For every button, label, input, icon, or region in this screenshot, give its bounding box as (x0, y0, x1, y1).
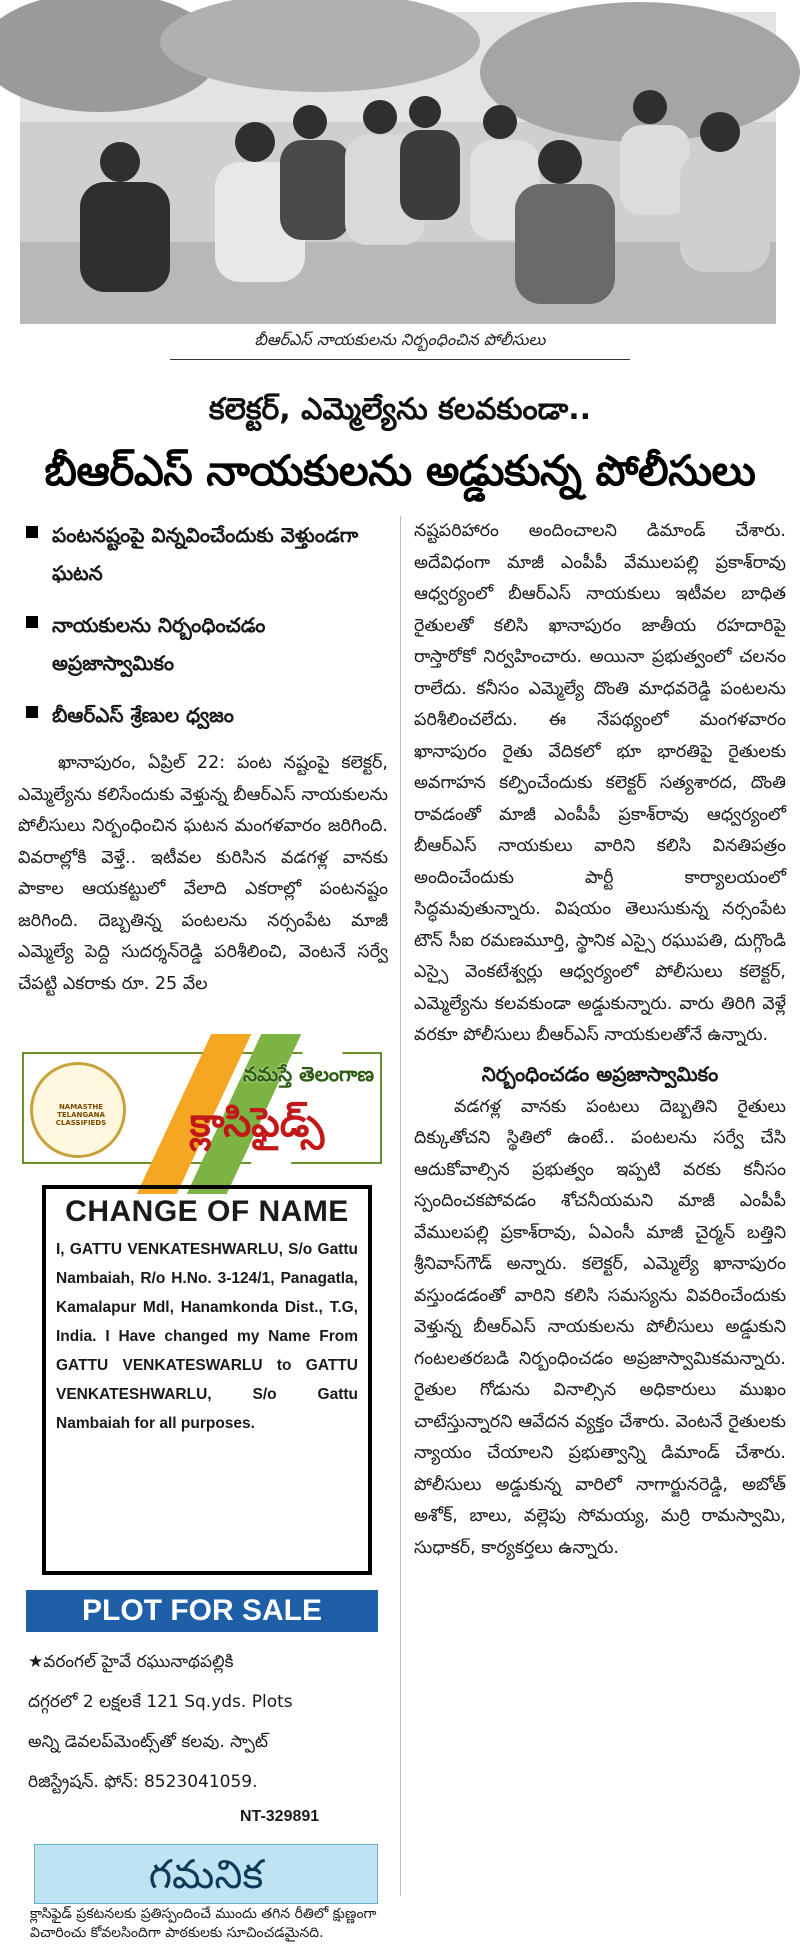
bullet-text: బీఆర్‌ఎస్‌ శ్రేణుల ధ్వజం (52, 703, 234, 727)
article-body-right-1: నష్టపరిహారం అందించాలని డిమాండ్‌ చేశారు. అదేవిధంగా మాజీ ఎంపీపీ వేములపల్లి ప్రకాశ్‌రావు ఆధ్వర్యంలో బీఆర్‌ఎస్‌ నాయకులు ఇటీవల బాధిత రైతులతో కలిసి ఖానాపురం జాతీయ రహదారిపై రాస్తారోకో నిర్వహించారు. అయినా ప్రభుత్వంలో చలనం రాలేదు. కనీసం ఎమ్మెల్యే దొంతి మాధవరెడ్డి పంటలను పరిశీలించలేదు. ఈ నేపథ్యంలో మంగళవారం ఖానాపురం రైతు వేదికలో భూ భారతిపై రైతులకు అవగాహన కల్పించేందుకు కలెక్టర్‌ సత్యశారద, దొంతి రావడంతో మాజీ ఎంపీపీ ప్రకాశ్‌రావు ఆధ్వర్యంలో బీఆర్‌ఎస్‌ నాయకులు వారిని కలిసి వినతిపత్రం అందించేందుకు పార్టీ కార్యాలయంలో సిద్ధమవుతున్నారు. విషయం తెలుసుకున్న నర్సంపేట టౌన్‌ సీఐ రమణమూర్తి, స్థానిక ఎస్సై రఘుపతి, దుగ్గొండి ఎస్సై వెంకటేశ్వర్లు ఆధ్వర్యంలో పోలీసులు కలెక్టర్‌, ఎమ్మెల్యేను కలవకుండా అడ్డుకున్నారు. వారు తిరిగి వెళ్లే వరకూ పోలీసులు బీఆర్‌ఎస్‌ నాయకులతోనే ఉన్నారు. (414, 521, 786, 1045)
section-title: నిర్బంధించడం అప్రజాస్వామికం (481, 1061, 719, 1086)
classifieds-seal-logo (30, 1062, 126, 1158)
classifieds-subtitle: క్లాసిఫైడ్స్‌ (189, 1100, 325, 1146)
article-body-right-2: వడగళ్ల వానకు పంటలు దెబ్బతిని రైతులు దిక్కుతోచని స్థితిలో ఉంటే.. పంటలను సర్వే చేసి ఆదుకోవాల్సిన ప్రభుత్వం ఇప్పటి వరకు కనీసం స్పందించకపోవడం శోచనీయమని మాజీ ఎంపీపీ వేములపల్లి ప్రకాశ్‌రావు, ఏఎంసీ మాజీ చైర్మన్‌ బత్తిని శ్రీనివాస్‌గౌడ్‌ అన్నారు. కలెక్టర్‌, ఎమ్మెల్యే ఖానాపురం వస్తుండడంతో వారిని కలిసి సమస్యను వివరించేందుకు వెళ్తున్న బీఆర్‌ఎస్‌ నాయకులను పోలీసులు అడ్డుకుని గంటలతరబడి నిర్బంధించడం అప్రజాస్వామికమన్నారు. రైతుల గోడును వినాల్సిన అధికారులు ముఖం చాటేస్తున్నారని ఆవేదన వ్యక్తం చేశారు. వెంటనే రైతులకు న్యాయం చేయాలని ప్రభుత్వాన్ని డిమాండ్‌ చేశారు. పోలీసులు అడ్డుకున్న వారిలో నాగార్జునరెడ్డి, అబోత్‌ అశోక్‌, బాలు, వల్లెపు సోమయ్య, మర్రి రామస్వామి, సుధాకర్‌, కార్యకర్తలు ఉన్నారు. (414, 1096, 786, 1558)
change-of-name-ad (42, 1185, 372, 1575)
photo-illustration (20, 12, 776, 324)
plot-ad-line: దగ్గరలో 2 లక్షలకే 121 Sq.yds. Plots (28, 1692, 293, 1712)
bullet-item (18, 516, 388, 592)
classifieds-banner (22, 1052, 382, 1164)
classifieds-title: నమస్తే తెలంగాణ (242, 1062, 374, 1086)
bullet-text: పంటనష్టంపై విన్నవించేందుకు వెళ్తుండగా ఘటన (52, 523, 359, 585)
left-column (18, 516, 388, 1000)
plot-ad-line: అన్ని డెవలప్‌మెంట్స్‌తో కలవు. స్పాట్‌ (28, 1732, 269, 1752)
notice-title: గమనిక (34, 1844, 378, 1904)
bullet-text: నాయకులను నిర్బంధించడం అప్రజాస్వామికం (52, 613, 266, 675)
plot-for-sale-ad (28, 1642, 380, 1802)
news-photo (20, 12, 776, 324)
plot-ad-line: రిజిస్ట్రేషన్‌. ఫోన్‌: 8523041059. (28, 1772, 258, 1792)
plot-for-sale-title: PLOT FOR SALE (26, 1590, 378, 1632)
bullet-item (18, 696, 388, 734)
square-bullet-icon (26, 616, 38, 628)
bullet-item (18, 606, 388, 682)
photo-caption: బీఆర్‌ఎస్‌ నాయకులను నిర్బంధించిన పోలీసులు (170, 330, 630, 360)
column-divider (400, 516, 401, 1896)
plot-ad-line: ★వరంగల్‌ హైవే రఘునాథపల్లికి (28, 1652, 234, 1672)
seal-text: NAMASTHE TELANGANA CLASSIFIEDS (55, 1103, 107, 1127)
square-bullet-icon (26, 526, 38, 538)
change-of-name-title: CHANGE OF NAME (65, 1195, 349, 1228)
change-of-name-body: I, GATTU VENKATESHWARLU, S/o Gattu Nambaiah, R/o H.No. 3-124/1, Panagatla, Kamalapur Mdl, Hanamkonda Dist., T.G, India. I Have changed my Name From GATTU VENKATESWARLU to GATTU VENKATESHWARLU, S/o Gattu Nambaiah for all purposes. (56, 1241, 358, 1432)
article-body-left: ఖానాపురం, ఏప్రిల్‌ 22: పంట నష్టంపై కలెక్టర్‌, ఎమ్మెల్యేను కలిసేందుకు వెళ్తున్న బీఆర్‌ఎస్‌ నాయకులను పోలీసులు నిర్బంధించిన ఘటన మంగళవారం జరిగింది. వివరాల్లోకి వెళ్తే.. ఇటీవల కురిసిన వడగళ్ల వానకు పాకాల ఆయకట్టులో వేలాది ఎకరాల్లో పంటనష్టం జరిగింది. దెబ్బతిన్న పంటలను నర్సంపేట మాజీ ఎమ్మెల్యే పెద్ది సుదర్శన్‌రెడ్డి పరిశీలించి, వెంటనే సర్వే చేపట్టి ఎకరాకు రూ. 25 వేల (18, 753, 388, 994)
notice-body: క్లాసిఫైడ్‌ ప్రకటనలకు ప్రతిస్పందించే ముందు తగిన రీతిలో క్షుణ్ణంగా విచారించు కోవలసిందిగా పాఠకులకు సూచించడమైనది. (30, 1906, 377, 1941)
right-column (414, 516, 786, 1564)
sub-headline: కలెక్టర్‌, ఎమ్మెల్యేను కలవకుండా.. (208, 392, 592, 427)
plot-ad-ref: NT-329891 (240, 1808, 320, 1825)
main-headline: బీఆర్‌ఎస్‌ నాయకులను అడ్డుకున్న పోలీసులు (44, 446, 756, 495)
square-bullet-icon (26, 706, 38, 718)
